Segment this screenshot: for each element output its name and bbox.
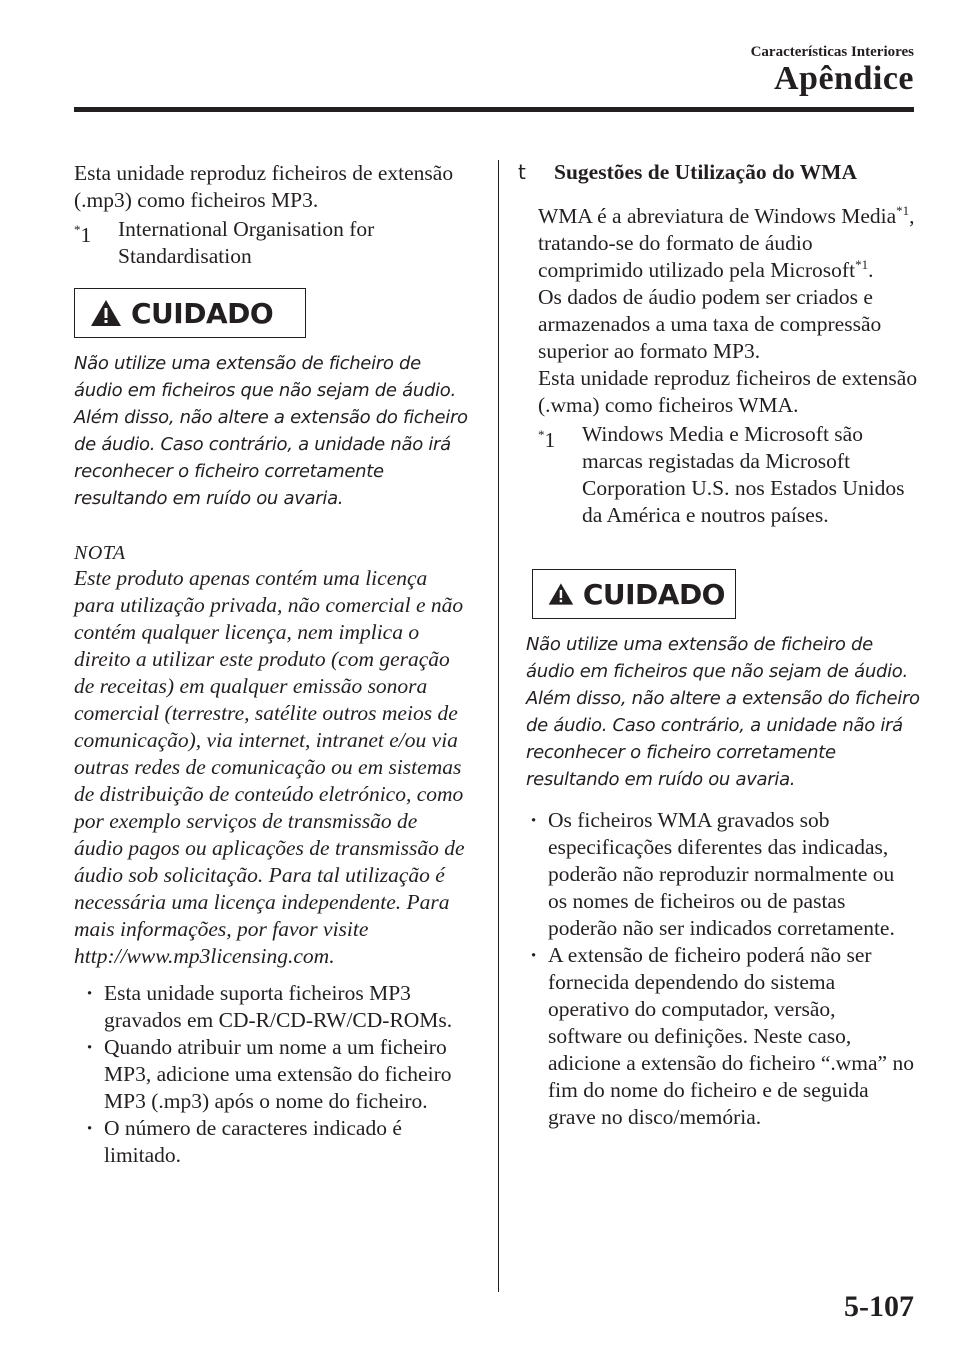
footnote-text: Windows Media e Microsoft são marcas registadas da Microsoft Corporation U.S. nos Estados Unidos da América e noutros países.	[582, 422, 905, 527]
footnote-label: *1	[74, 222, 92, 248]
intro-paragraph: Esta unidade reproduz ficheiros de extensão (.mp3) como ficheiros MP3.	[74, 161, 454, 212]
page-number: 5-107	[844, 1290, 914, 1323]
wma-data-paragraph: Os dados de áudio podem ser criados e armazenados a uma taxa de compressão superior ao formato MP3.	[538, 285, 882, 363]
header-rule	[74, 107, 914, 112]
bullet-list-left	[74, 980, 474, 1169]
warning-triangle-icon	[89, 298, 123, 328]
column-divider	[498, 160, 499, 1292]
footnote-wma	[538, 421, 918, 529]
wma-playback-paragraph: Esta unidade reproduz ficheiros de extensão (.wma) como ficheiros WMA.	[538, 366, 918, 417]
list-item: · O número de caracteres indicado é limitado.	[74, 1115, 474, 1169]
caution-box-left	[74, 288, 306, 338]
footnote-label: *1	[538, 427, 556, 453]
note-text: Este produto apenas contém uma licença para utilização privada, não comercial e não contém qualquer licença, nem implica o direito a utilizar este produto (com geração de receitas) em qualquer emissão sonora comercial (terrestre, satélite outros meios de comunicação), via internet, intranet e/ou via outras redes de comunicação ou em sistemas de distribuição de conteúdo eletrónico, como por exemplo serviços de transmissão de áudio pagos ou aplicações de transmissão de áudio sob solicitação. Para tal utilização é necessária uma licença independente. Para mais informações, por favor visite http://www.mp3licensing.com.	[74, 566, 465, 968]
caution-box-right	[532, 569, 736, 619]
footnote-text: International Organisation for Standardisation	[118, 217, 375, 268]
caution-label: CUIDADO	[131, 296, 274, 330]
caution-text-left: Não utilize uma extensão de ficheiro de áudio em ficheiros que não sejam de áudio. Além disso, não altere a extensão do ficheiro de áudio. Caso contrário, a unidade não irá reconhecer o ficheiro corretamente resultando em ruído ou avaria.	[74, 353, 468, 509]
caution-text-right: Não utilize uma extensão de ficheiro de áudio em ficheiros que não sejam de áudio. Além disso, não altere a extensão do ficheiro de áudio. Caso contrário, a unidade não irá reconhecer o ficheiro corretamente resultando em ruído ou avaria.	[526, 634, 920, 790]
caution-label: CUIDADO	[582, 577, 725, 611]
section-title: Sugestões de Utilização do WMA	[554, 160, 857, 184]
left-column	[74, 160, 474, 1169]
list-item: · A extensão de ficheiro poderá não ser fornecida dependendo do sistema operativo do computador, versão, software ou definições. Neste caso, adicione a extensão do ficheiro “.wma” no fim do nome do ficheiro e de seguida grave no disco/memória.	[518, 942, 914, 1131]
bullet-list-right	[518, 807, 914, 1131]
list-item: · Esta unidade suporta ficheiros MP3 gravados em CD-R/CD-RW/CD-ROMs.	[74, 980, 474, 1034]
section-marker: t	[518, 160, 526, 184]
list-item: · Os ficheiros WMA gravados sob especificações diferentes das indicadas, poderão não reproduzir normalmente ou os nomes de ficheiros ou de pastas poderão não ser indicados corretamente.	[518, 807, 914, 942]
section-header: Características Interiores	[750, 44, 914, 60]
right-column	[518, 160, 918, 1131]
warning-triangle-icon	[547, 579, 575, 609]
wma-intro-paragraph: WMA é a abreviatura de Windows Media$^{*1}$, tratando-se do formato de áudio comprimido utilizado pela Microsoft$^{*1}$.	[538, 202, 915, 282]
section-heading-wma	[518, 160, 918, 185]
list-item: · Quando atribuir um nome a um ficheiro MP3, adicione uma extensão do ficheiro MP3 (.mp3) após o nome do ficheiro.	[74, 1034, 474, 1115]
note-title: NOTA	[74, 542, 126, 564]
footnote-iso	[74, 216, 474, 270]
chapter-title: Apêndice	[774, 60, 914, 97]
